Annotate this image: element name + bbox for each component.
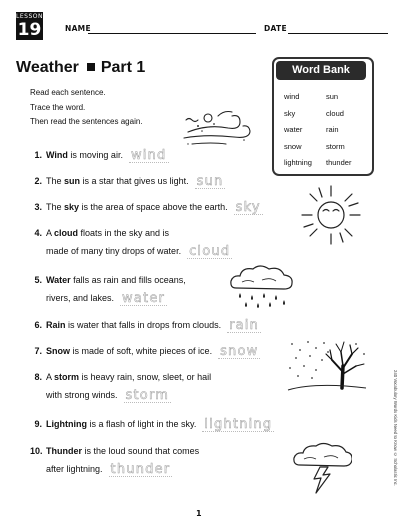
sentence-text: after lightning. bbox=[46, 464, 103, 474]
name-field[interactable] bbox=[88, 33, 256, 34]
date-field[interactable] bbox=[288, 33, 388, 34]
sentence-text: is the loud sound that comes bbox=[82, 446, 200, 456]
vocab-word: Thunder bbox=[46, 446, 82, 456]
sentence-text: is a star that gives us light. bbox=[80, 176, 189, 186]
word-bank-word: cloud bbox=[326, 108, 344, 118]
vocab-word: Water bbox=[46, 275, 71, 285]
title-main: Weather bbox=[16, 59, 79, 76]
sentence-number: 9. bbox=[34, 419, 42, 429]
trace-word[interactable]: cloud bbox=[189, 244, 231, 259]
snow-tree-icon bbox=[286, 338, 370, 394]
sentence-text: is the area of space above the earth. bbox=[79, 202, 228, 212]
word-bank-title: Word Bank bbox=[276, 61, 366, 80]
trace-word[interactable]: lightning bbox=[204, 417, 273, 432]
trace-word[interactable]: water bbox=[122, 291, 166, 306]
sentence-number: 3. bbox=[34, 202, 42, 212]
name-label: NAME bbox=[65, 24, 91, 33]
sentence-prefix: A bbox=[46, 228, 55, 238]
sentence-10 bbox=[30, 446, 199, 456]
sentence-text: falls as rain and fills oceans, bbox=[70, 275, 186, 285]
thunder-cloud-icon bbox=[290, 441, 352, 495]
vocab-word: Snow bbox=[46, 346, 70, 356]
sentence-8-line2 bbox=[46, 390, 171, 403]
sentence-text: is made of soft, white pieces of ice. bbox=[70, 346, 213, 356]
word-bank-word: rain bbox=[326, 125, 339, 134]
sentence-number: 2. bbox=[34, 176, 42, 186]
date-label: DATE bbox=[264, 24, 287, 33]
instruction-line: Trace the word. bbox=[30, 102, 86, 112]
title-part: Part 1 bbox=[100, 59, 146, 76]
sentence-9 bbox=[30, 419, 274, 432]
vocab-word: storm bbox=[54, 372, 80, 382]
sentence-5-line2 bbox=[46, 293, 167, 306]
sentence-1 bbox=[30, 150, 169, 163]
vocab-word: Wind bbox=[46, 150, 68, 160]
word-bank-word: lightning bbox=[284, 158, 312, 167]
sentence-3 bbox=[30, 202, 263, 215]
sentence-text: is water that falls in drops from clouds. bbox=[65, 320, 222, 330]
sentence-text: rivers, and lakes. bbox=[46, 293, 115, 303]
square-bullet-icon bbox=[87, 63, 95, 71]
lesson-label: LESSON bbox=[16, 13, 43, 20]
sentence-4-line2 bbox=[46, 246, 232, 259]
page-title bbox=[16, 59, 145, 77]
instructions bbox=[30, 86, 143, 130]
sentence-2 bbox=[30, 176, 225, 189]
vocab-word: sky bbox=[64, 202, 80, 212]
trace-word[interactable]: wind bbox=[130, 148, 167, 163]
word-bank-word: sun bbox=[326, 92, 339, 101]
sentence-number: 8. bbox=[34, 372, 42, 382]
sentence-5 bbox=[30, 275, 186, 285]
word-bank-word: thunder bbox=[326, 158, 352, 167]
rain-cloud-icon bbox=[226, 262, 298, 310]
trace-word[interactable]: storm bbox=[125, 388, 170, 403]
word-bank-col2 bbox=[326, 89, 351, 172]
sentence-number: 1. bbox=[34, 150, 42, 160]
word-bank-word: water bbox=[284, 125, 303, 134]
sentence-number: 4. bbox=[34, 228, 42, 238]
word-bank-word: wind bbox=[284, 92, 300, 101]
sentence-number: 7. bbox=[34, 346, 42, 356]
sentence-text: is heavy rain, snow, sleet, or hail bbox=[79, 372, 212, 382]
instruction-line: Read each sentence. bbox=[30, 88, 106, 97]
sentence-number: 5. bbox=[34, 275, 42, 285]
word-bank-word: sky bbox=[284, 108, 296, 118]
sentence-text: is a flash of light in the sky. bbox=[86, 419, 197, 429]
trace-word[interactable]: rain bbox=[229, 318, 260, 333]
vocab-word: cloud bbox=[54, 228, 79, 238]
sentence-text: made of many tiny drops of water. bbox=[46, 246, 182, 256]
word-bank-col1 bbox=[284, 89, 312, 172]
sentence-10-line2 bbox=[46, 464, 172, 477]
sentence-text: floats in the sky and is bbox=[78, 228, 170, 238]
trace-word[interactable]: thunder bbox=[110, 462, 171, 477]
vocab-word: Rain bbox=[46, 320, 66, 330]
sentence-7 bbox=[30, 346, 260, 359]
sentence-number: 6. bbox=[34, 320, 42, 330]
trace-word[interactable]: sky bbox=[235, 200, 261, 215]
vocab-word: sun bbox=[64, 176, 81, 186]
sentence-prefix: A bbox=[46, 372, 55, 382]
trace-word[interactable]: snow bbox=[220, 344, 259, 359]
lesson-number: 19 bbox=[17, 20, 42, 40]
lesson-badge bbox=[16, 12, 43, 40]
sentence-6 bbox=[30, 320, 261, 333]
copyright-side-text: 240 Vocabulary Words Kids Need to Know © Scholastic Inc. bbox=[393, 370, 398, 486]
sentence-number: 10. bbox=[30, 446, 43, 456]
sentence-prefix: The bbox=[46, 176, 65, 186]
sentence-text: is moving air. bbox=[67, 150, 123, 160]
vocab-word: Lightning bbox=[46, 419, 87, 429]
trace-word[interactable]: sun bbox=[196, 174, 224, 189]
page-number: 1 bbox=[196, 509, 202, 518]
sun-icon bbox=[299, 183, 363, 247]
word-bank-word: storm bbox=[326, 141, 345, 151]
sentence-8 bbox=[30, 372, 211, 382]
sentence-text: with strong winds. bbox=[46, 390, 118, 400]
sentence-prefix: The bbox=[46, 202, 65, 212]
word-bank-word: snow bbox=[284, 141, 302, 151]
wind-icon bbox=[178, 104, 260, 150]
sentence-4 bbox=[30, 228, 169, 238]
instruction-line: Then read the sentences again. bbox=[30, 117, 143, 126]
